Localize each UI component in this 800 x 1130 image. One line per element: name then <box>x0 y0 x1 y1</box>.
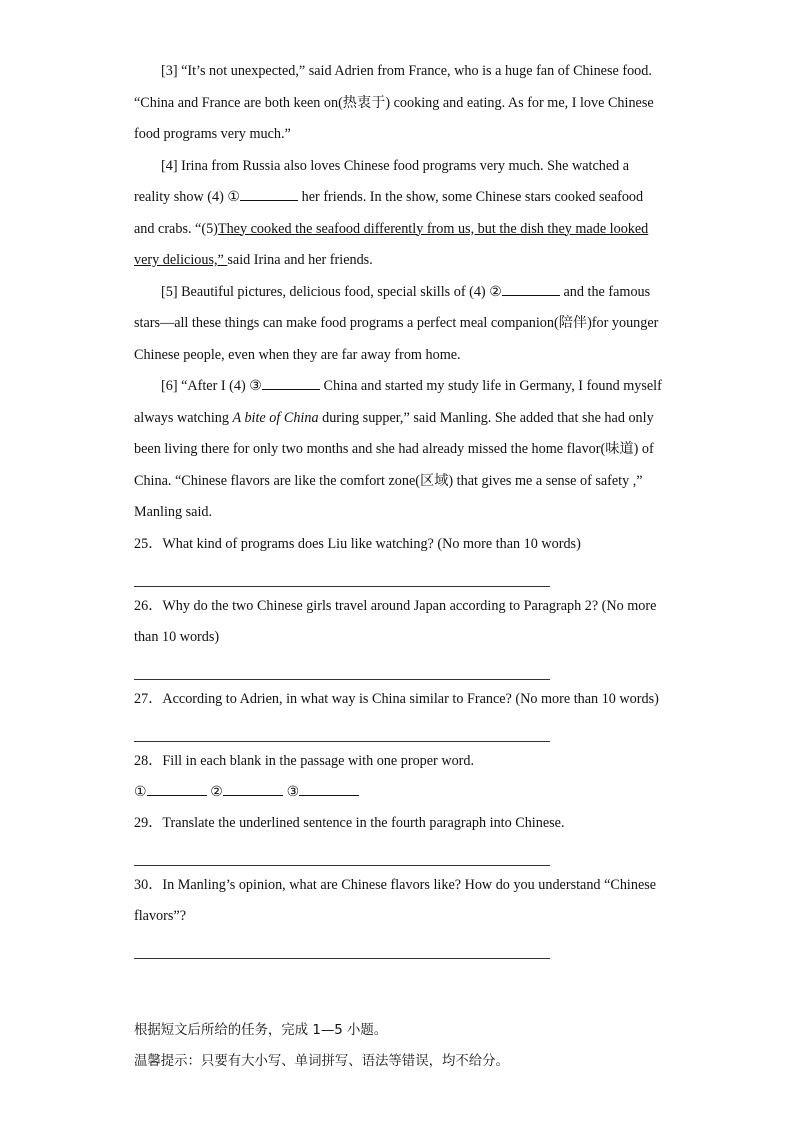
instruction-line-2: 温馨提示：只要有大小写、单词拼写、语法等错误，均不给分。 <box>134 1053 509 1069</box>
answer-line-29[interactable] <box>134 839 550 866</box>
answer-blank-2[interactable] <box>223 783 283 796</box>
question-28: 28．Fill in each blank in the passage with one proper word. <box>134 752 475 769</box>
spacer <box>134 963 664 1015</box>
paragraph-4-text-c: said Irina and her friends. <box>227 252 373 268</box>
blank-label-3: ③ <box>286 783 300 800</box>
question-30: 30．In Manling’s opinion, what are Chinese flavors like? How do you understand “Chinese flavors”? <box>134 876 657 924</box>
paragraph-6-text-b: China and started my study life in Germany, I found myself always watching <box>134 378 662 426</box>
program-title: A bite of China <box>232 409 319 426</box>
answer-line-27[interactable] <box>134 715 550 742</box>
blank-4-1[interactable] <box>240 188 298 201</box>
blank-label-1: ① <box>134 783 147 800</box>
paragraph-5 <box>134 277 664 372</box>
answer-line-25[interactable] <box>134 560 550 587</box>
blank-label-2: ② <box>210 783 224 800</box>
question-27: 27．According to Adrien, in what way is China similar to France? (No more than 10 words) <box>134 690 659 707</box>
question-26: 26．Why do the two Chinese girls travel around Japan according to Paragraph 2? (No more than 10 words) <box>134 597 657 645</box>
paragraph-5-text-a: [5] Beautiful pictures, delicious food, special skills of (4) ② <box>161 283 502 300</box>
paragraph-4 <box>134 151 664 277</box>
answer-line-26[interactable] <box>134 653 550 680</box>
paragraph-6-text-c: during supper,” said Manling. She added that she had only been living there for only two months and she had already missed the home flavor(味道) of China. “Chinese flavors are like the comfort zone(区域) that gives me a sense of safety ,” Manling said. <box>134 409 654 520</box>
blank-4-2[interactable] <box>502 283 560 296</box>
paragraph-5-text-b: and the famous stars—all these things can make food programs a perfect meal companion(陪伴)for younger Chinese people, even when they are far away from home. <box>134 283 659 363</box>
question-28-blanks <box>134 777 664 808</box>
question-25: 25．What kind of programs does Liu like watching? (No more than 10 words) <box>134 535 581 552</box>
blank-4-3[interactable] <box>262 377 320 390</box>
paragraph-3 <box>134 56 664 151</box>
paragraph-6-text-a: [6] “After I (4) ③ <box>161 378 262 394</box>
document-content <box>134 56 664 1077</box>
underlined-sentence: They cooked the seafood differently from us, but the dish they made looked very delicious,” <box>134 220 649 268</box>
paragraph-3-text: [3] “It’s not unexpected,” said Adrien from France, who is a huge fan of Chinese food. “China and France are both keen on(热衷于) cooking and eating. As for me, I love Chinese food programs very much.” <box>134 63 654 142</box>
paragraph-4-text-a: [4] Irina from Russia also loves Chinese food programs very much. She watched a reality show (4) ① <box>134 157 630 205</box>
paragraph-6 <box>134 371 664 529</box>
answer-blank-3[interactable] <box>299 783 359 796</box>
question-29: 29．Translate the underlined sentence in the fourth paragraph into Chinese. <box>134 814 565 831</box>
instruction-line-1: 根据短文后所给的任务，完成 1—5 小题。 <box>134 1022 388 1038</box>
paragraph-4-text-b: her friends. In the show, some Chinese stars cooked seafood and crabs. “(5) <box>134 189 644 237</box>
answer-line-30[interactable] <box>134 932 550 959</box>
answer-blank-1[interactable] <box>147 783 207 796</box>
